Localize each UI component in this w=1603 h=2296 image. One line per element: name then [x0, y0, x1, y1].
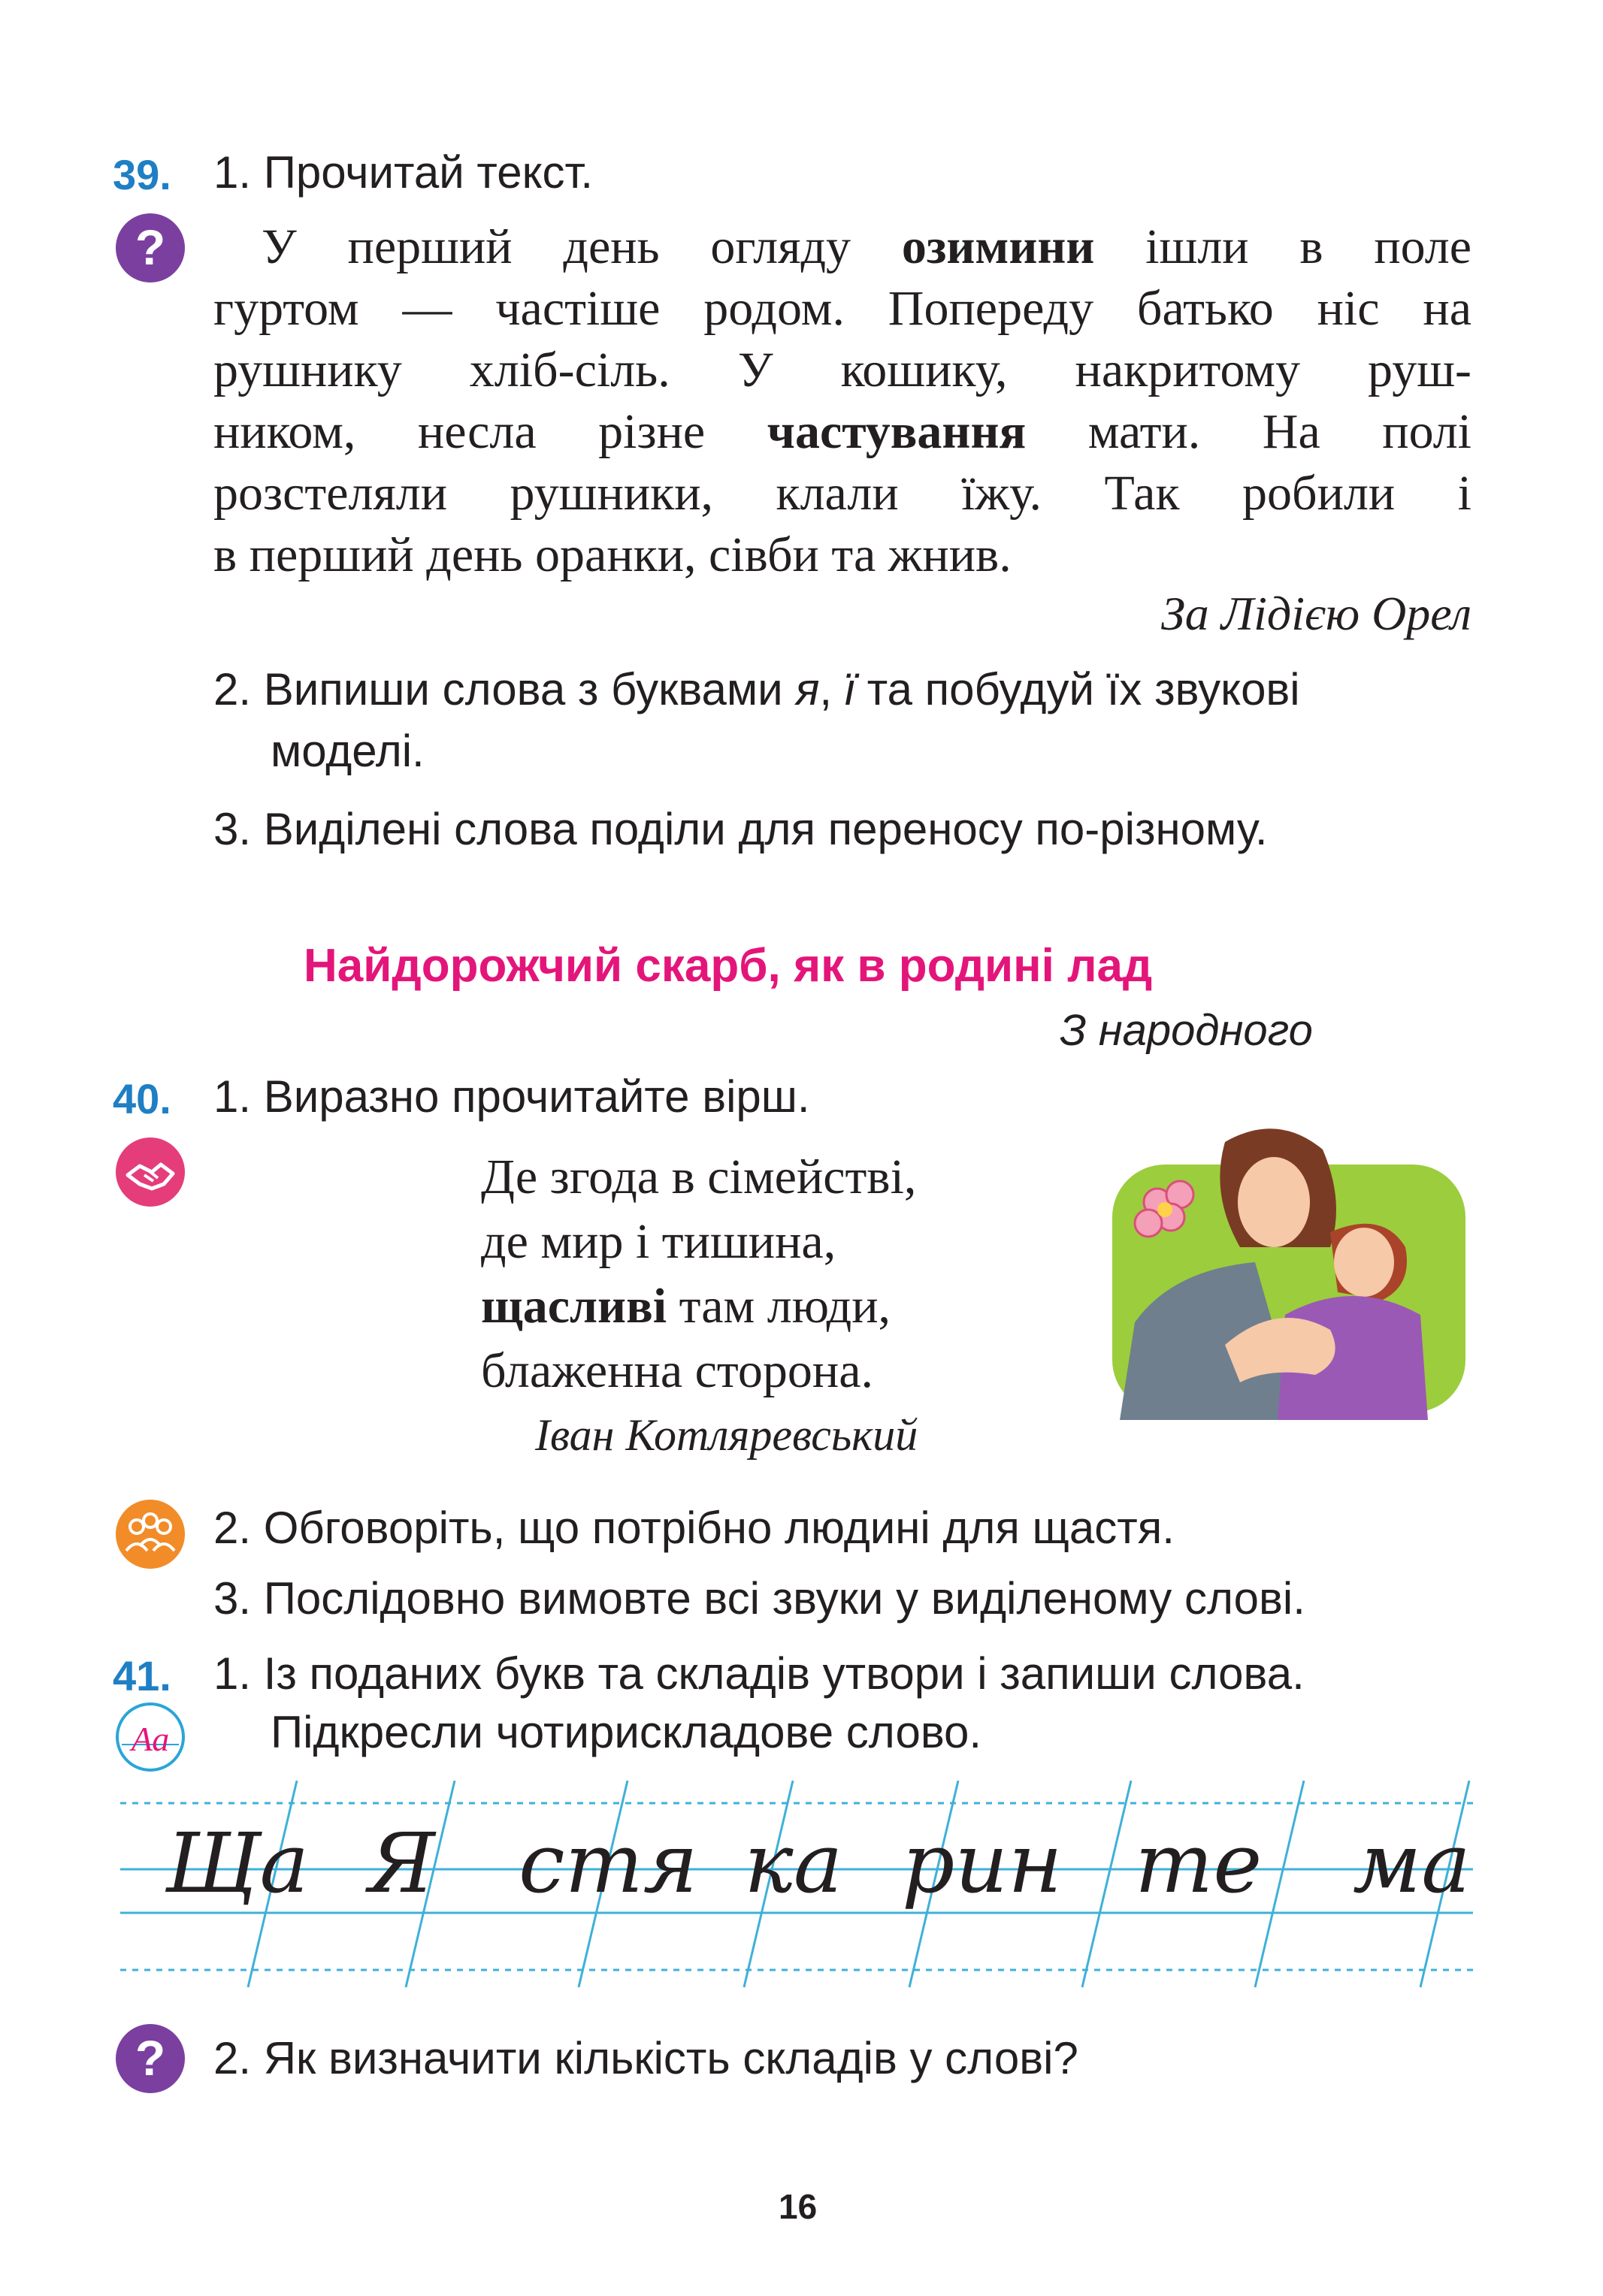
text-line: рушнику хліб-сіль. У кошику, накритому руш-	[213, 343, 1471, 397]
poem-line: де мир і тишина,	[481, 1214, 836, 1269]
syllable-row	[120, 1788, 1481, 1938]
page-number: 16	[779, 2187, 818, 2226]
text-author: За Лідією Орел	[1161, 587, 1471, 640]
svg-text:?: ?	[135, 2030, 166, 2086]
reading-text	[213, 216, 1471, 586]
text-line: ником, несла різне частування мати. На полі	[213, 404, 1471, 459]
task-39-1: 1. Прочитай текст.	[213, 147, 593, 198]
heading-source: З народного	[1060, 1006, 1313, 1055]
text-line: розстеляли рушники, клали їжу. Так робили і	[213, 466, 1471, 521]
section-heading: Найдорожчий скарб, як в родині лад	[304, 940, 1153, 992]
task-number-41: 41.	[113, 1652, 171, 1699]
task-40-1: 1. Виразно прочитайте вірш.	[213, 1071, 810, 1122]
poem	[481, 1145, 916, 1403]
task-41-2: 2. Як визначити кількість складів у слові?	[213, 2033, 1078, 2083]
svg-text:Аа: Аа	[131, 1720, 170, 1758]
task-41-1: 1. Із поданих букв та складів утвори і запиши слова.	[213, 1648, 1305, 1699]
text-line: в перший день оранки, сівби та жнив.	[213, 527, 1012, 582]
question-icon	[114, 2023, 186, 2095]
syllable-card: ка	[744, 1815, 843, 1911]
poem-line: Де згода в сімействі,	[481, 1150, 917, 1204]
task-40-3: 3. Послідовно вимовте всі звуки у виділеному слові.	[213, 1573, 1305, 1624]
task-number-39: 39.	[113, 151, 171, 198]
mother-daughter-illustration	[1105, 1119, 1473, 1424]
text-line: гуртом — частіше родом. Попереду батько ніс на	[213, 281, 1471, 336]
task-40-2: 2. Обговоріть, що потрібно людині для щастя.	[213, 1503, 1175, 1553]
task-39-3: 3. Виділені слова поділи для переносу по-різному.	[213, 804, 1268, 854]
syllable-card: стя	[519, 1815, 698, 1911]
svg-text:?: ?	[135, 219, 166, 275]
task-41-1-cont: Підкресли чотирискладове слово.	[271, 1707, 982, 1757]
syllable-card: ма	[1353, 1815, 1471, 1911]
task-39-2-cont: моделі.	[271, 726, 425, 776]
task-number-40: 40.	[113, 1075, 171, 1122]
poem-line: щасливі там люди,	[481, 1279, 891, 1334]
syllable-card: Я	[368, 1815, 435, 1911]
handwriting-icon	[114, 1701, 186, 1773]
syllable-card: те	[1135, 1815, 1263, 1911]
question-icon	[114, 212, 186, 284]
pair-work-icon	[114, 1136, 186, 1208]
task-39-2: 2. Випиши слова з буквами я, ї та побудуй їх звукові	[213, 664, 1300, 714]
syllable-card: Ща	[165, 1815, 310, 1911]
poem-line: блаженна сторона.	[481, 1343, 874, 1398]
text-line: У перший день огляду озимини ішли в поле	[262, 219, 1471, 274]
group-discussion-icon	[114, 1498, 186, 1570]
syllable-card: рин	[902, 1815, 1063, 1911]
poem-author: Іван Котляревський	[535, 1410, 918, 1460]
